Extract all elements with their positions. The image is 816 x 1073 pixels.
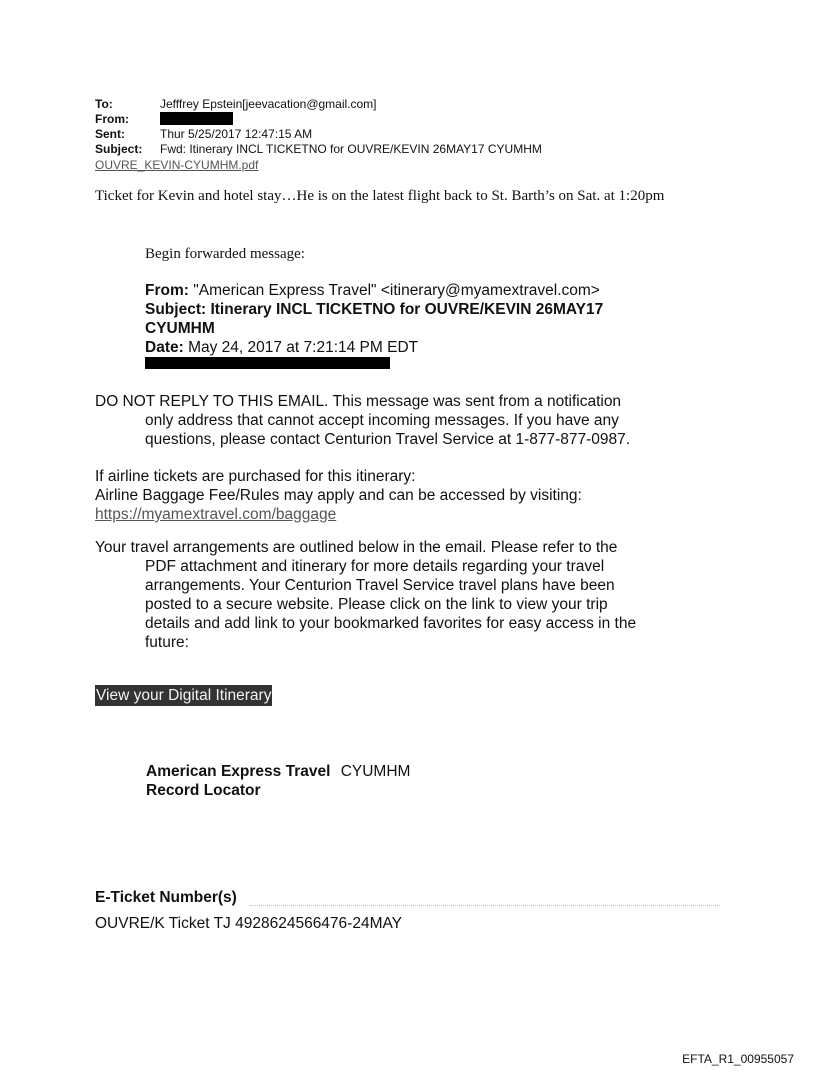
forwarded-from-value: "American Express Travel" <itinerary@myamextravel.com> [193, 282, 600, 299]
arrangements-line: posted to a secure website. Please click on the link to view your trip [145, 596, 608, 613]
eticket-value: OUVRE/K Ticket TJ 4928624566476-24MAY [95, 915, 403, 932]
subject-label: Subject: [95, 142, 143, 156]
forwarded-subject-label: Subject: [145, 301, 207, 318]
forwarded-date-label: Date: [145, 339, 184, 356]
notice-line: DO NOT REPLY TO THIS EMAIL. This message was sent from a notification [95, 393, 622, 410]
forwarded-date-value: May 24, 2017 at 7:21:14 PM EDT [188, 339, 419, 356]
subject-value: Fwd: Itinerary INCL TICKETNO for OUVRE/KEVIN 26MAY17 CYUMHM [160, 142, 542, 156]
document-id: EFTA_R1_00955057 [682, 1052, 794, 1066]
forwarded-date [145, 338, 645, 357]
view-digital-itinerary-button[interactable]: View your Digital Itinerary [96, 687, 272, 704]
body-text: Ticket for Kevin and hotel stay…He is on the latest flight back to St. Barth’s on Sat. at 1:20pm [95, 188, 665, 204]
attachment-link[interactable]: OUVRE_KEVIN-CYUMHM.pdf [95, 158, 259, 172]
arrangements-line: PDF attachment and itinerary for more details regarding your travel [145, 558, 605, 575]
forwarded-intro: Begin forwarded message: [145, 246, 305, 262]
record-code: CYUMHM [340, 763, 411, 780]
forwarded-from [145, 281, 645, 300]
record-locator-block [146, 762, 410, 800]
arrangements-line: Your travel arrangements are outlined below in the email. Please refer to the [95, 539, 618, 556]
eticket-title: E-Ticket Number(s) [95, 889, 237, 906]
redaction-bar [145, 357, 390, 369]
forwarded-subject [145, 300, 645, 338]
baggage-paragraph [95, 467, 582, 524]
sent-label: Sent: [95, 127, 125, 141]
baggage-line: Airline Baggage Fee/Rules may apply and can be accessed by visiting: [95, 487, 582, 504]
arrangements-line: future: [145, 634, 189, 651]
from-label: From: [95, 112, 129, 126]
redaction-bar [160, 112, 233, 125]
baggage-link[interactable]: https://myamextravel.com/baggage [95, 506, 337, 523]
record-label: Record Locator [146, 782, 261, 799]
notice-line: questions, please contact Centurion Travel Service at 1-877-877-0987. [145, 431, 631, 448]
sent-value: Thur 5/25/2017 12:47:15 AM [160, 127, 313, 141]
to-label: To: [95, 97, 113, 111]
baggage-line: If airline tickets are purchased for this itinerary: [95, 468, 416, 485]
to-value: Jefffrey Epstein[jeevacation@gmail.com] [160, 97, 377, 111]
arrangements-line: arrangements. Your Centurion Travel Service travel plans have been [145, 577, 615, 594]
notice-line: only address that cannot accept incoming messages. If you have any [145, 412, 619, 429]
notice-paragraph [95, 392, 630, 449]
forwarded-from-label: From: [145, 282, 189, 299]
record-brand: American Express Travel [146, 763, 331, 780]
eticket-divider [250, 905, 720, 906]
forwarded-subject-value: Itinerary INCL TICKETNO for OUVRE/KEVIN 26MAY17 CYUMHM [145, 301, 604, 337]
arrangements-paragraph [95, 538, 636, 652]
arrangements-line: details and add link to your bookmarked favorites for easy access in the [145, 615, 637, 632]
forwarded-header [145, 281, 645, 357]
